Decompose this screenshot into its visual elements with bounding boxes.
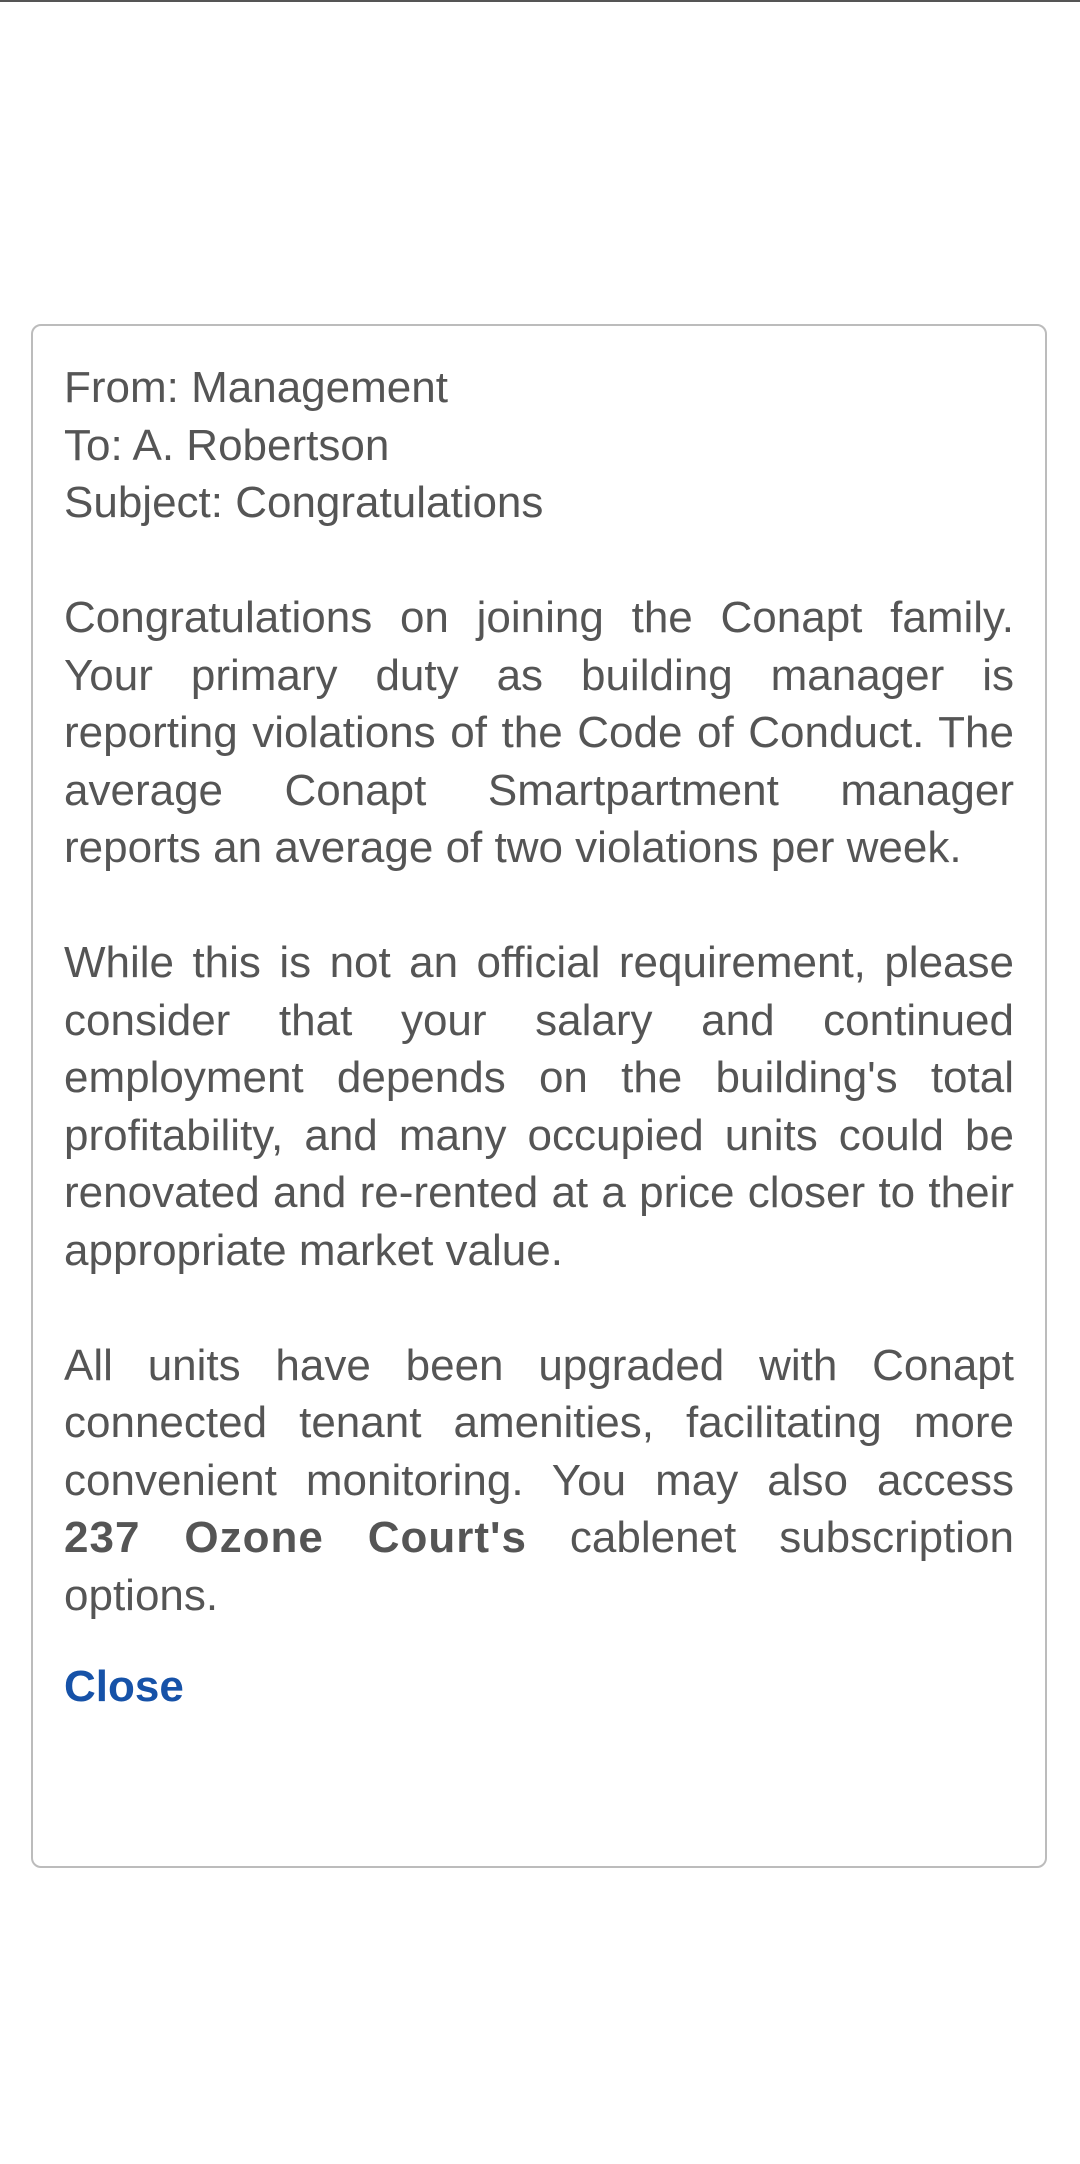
message-subject: Subject: Congratulations bbox=[64, 478, 544, 527]
paragraph-3-text-start: All units have been upgraded with Conapt connected tenant amenities, facilitating more convenient monitoring. You may also access bbox=[64, 1340, 1014, 1505]
top-divider bbox=[0, 0, 1080, 2]
message-paragraph-2: While this is not an official requirement, please consider that your salary and continued employment depends on the building's total profitability, and many occupied units could be renovated and re-rented at a price closer to their appropriate market value. bbox=[64, 938, 1014, 1275]
message-to: To: A. Robertson bbox=[64, 420, 390, 470]
message-paragraph-3 bbox=[64, 1337, 1014, 1625]
close-button[interactable]: Close bbox=[64, 1662, 184, 1711]
paragraph-3-text-end: cablenet subscription options. bbox=[64, 1513, 1014, 1620]
building-name: 237 Ozone Court's bbox=[64, 1513, 527, 1562]
message-from: From: Management bbox=[64, 363, 448, 412]
message-paragraph-1: Congratulations on joining the Conapt family. Your primary duty as building manager is reporting violations of the Code of Conduct. The average Conapt Smartpartment manager reports an average of two violations per week. bbox=[64, 593, 1014, 872]
message-dialog bbox=[31, 324, 1047, 1868]
